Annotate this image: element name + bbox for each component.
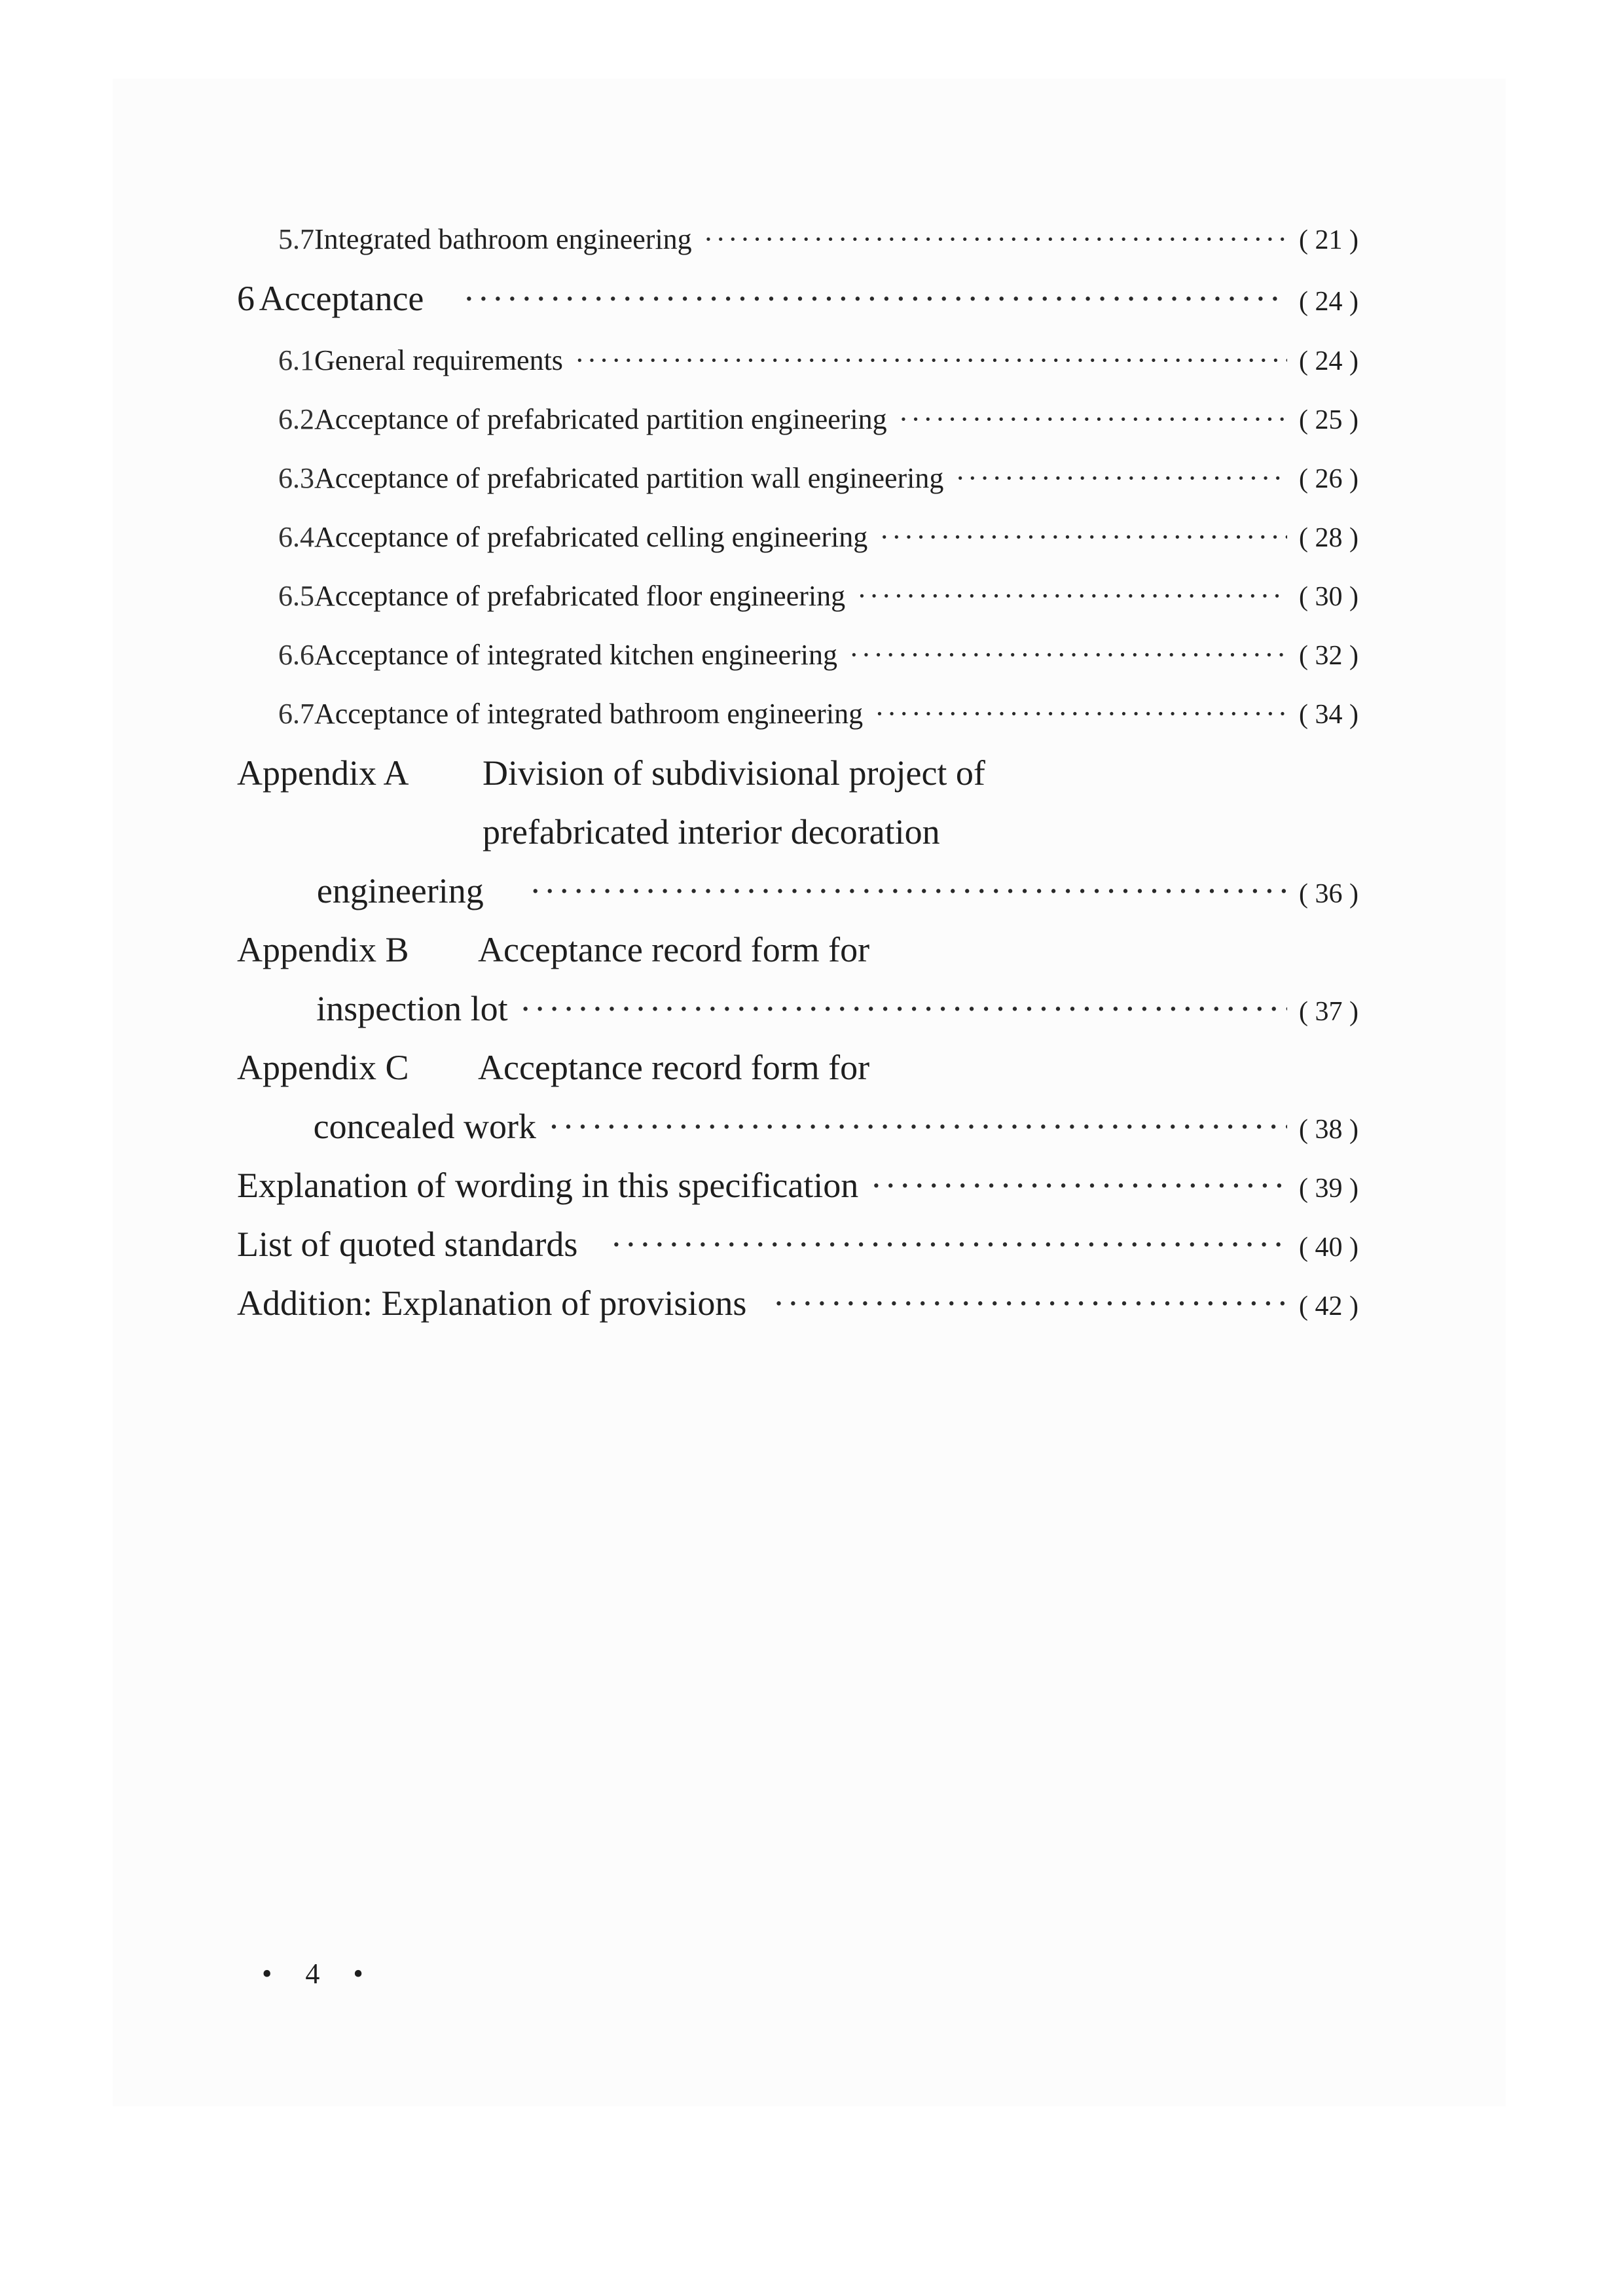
dot-leader <box>899 403 1287 436</box>
dot-leader <box>879 520 1287 554</box>
toc-entry-page: ( 25 ) <box>1299 405 1359 435</box>
toc-entry-number: 5.7 <box>278 223 314 255</box>
toc-entry-page: ( 36 ) <box>1299 879 1359 909</box>
toc-entry-title: Acceptance of prefabricated partition wall engineering <box>314 462 944 494</box>
toc-entry-page: ( 28 ) <box>1299 523 1359 553</box>
toc-entry-number: 6.6 <box>278 639 314 671</box>
toc-entry-6[interactable] <box>237 278 1359 319</box>
toc-appendix-b-line-2[interactable] <box>237 988 1359 1029</box>
toc-entry-title: Acceptance of prefabricated floor engineering <box>314 580 846 612</box>
toc-entry-title: Addition: Explanation of provisions <box>237 1283 747 1323</box>
toc-entry-title: General requirements <box>314 344 563 376</box>
appendix-title-line: engineering <box>316 871 484 910</box>
toc-entry-number: 6.7 <box>278 698 314 730</box>
toc-explanation-of-wording[interactable] <box>237 1165 1359 1206</box>
toc-entry-title: Integrated bathroom engineering <box>314 223 692 255</box>
appendix-label: Appendix A <box>237 753 409 793</box>
dot-leader <box>875 697 1287 730</box>
toc-appendix-a-line-1[interactable] <box>237 753 1359 793</box>
dot-leader <box>704 223 1287 256</box>
appendix-title-line: inspection lot <box>316 989 508 1028</box>
toc-entry-6-2[interactable] <box>278 403 1359 436</box>
dot-leader <box>849 638 1287 672</box>
toc-entry-6-1[interactable] <box>278 344 1359 377</box>
toc-entry-6-7[interactable] <box>278 697 1359 730</box>
toc-entry-page: ( 40 ) <box>1299 1232 1359 1263</box>
toc-entry-page: ( 30 ) <box>1299 582 1359 612</box>
dot-leader <box>463 278 1287 319</box>
toc-entry-title: Acceptance <box>259 279 424 318</box>
toc-entry-page: ( 26 ) <box>1299 464 1359 494</box>
toc-appendix-c-line-1[interactable] <box>237 1047 1359 1088</box>
toc-appendix-a-line-2[interactable] <box>237 812 1359 852</box>
dot-leader <box>530 870 1287 911</box>
toc-entry-number: 6.4 <box>278 521 314 553</box>
toc-entry-page: ( 42 ) <box>1299 1291 1359 1321</box>
appendix-title-line: prefabricated interior decoration <box>483 812 940 852</box>
appendix-title-line: Division of subdivisional project of <box>483 753 985 793</box>
toc-addition-explanation[interactable] <box>237 1283 1359 1323</box>
dot-leader <box>955 461 1287 495</box>
toc-entry-page: ( 32 ) <box>1299 641 1359 671</box>
toc-entry-page: ( 24 ) <box>1299 346 1359 376</box>
dot-leader <box>870 1165 1287 1206</box>
toc-entry-5-7[interactable] <box>278 223 1359 256</box>
toc-entry-page: ( 38 ) <box>1299 1115 1359 1145</box>
dot-leader <box>857 579 1287 613</box>
dot-leader <box>610 1224 1287 1265</box>
toc-entry-page: ( 37 ) <box>1299 997 1359 1027</box>
toc-entry-title: Explanation of wording in this specification <box>237 1166 859 1205</box>
toc-appendix-a-line-3[interactable] <box>237 870 1359 911</box>
toc-entry-number: 6.1 <box>278 344 314 376</box>
toc-entry-6-4[interactable] <box>278 520 1359 554</box>
toc-entry-number: 6.5 <box>278 580 314 612</box>
dot-leader <box>548 1106 1287 1147</box>
toc-appendix-c-line-2[interactable] <box>237 1106 1359 1147</box>
dot-leader <box>520 988 1287 1029</box>
toc-list-of-quoted-standards[interactable] <box>237 1224 1359 1265</box>
appendix-title-line: concealed work <box>313 1107 536 1146</box>
appendix-label: Appendix B <box>237 930 409 969</box>
toc-entry-page: ( 34 ) <box>1299 700 1359 730</box>
dot-leader <box>773 1283 1287 1323</box>
toc-entry-6-3[interactable] <box>278 461 1359 495</box>
toc-entry-number: 6.3 <box>278 462 314 494</box>
toc-entry-title: Acceptance of prefabricated partition engineering <box>314 403 887 435</box>
dot-leader <box>575 344 1287 377</box>
toc-entry-title: List of quoted standards <box>237 1225 578 1264</box>
toc-entry-title: Acceptance of integrated kitchen engineering <box>314 639 837 671</box>
toc-entry-page: ( 24 ) <box>1299 287 1359 317</box>
appendix-title-line: Acceptance record form for <box>478 1048 870 1087</box>
toc-entry-number: 6.2 <box>278 403 314 435</box>
toc-appendix-b-line-1[interactable] <box>237 929 1359 970</box>
toc-entry-page: ( 39 ) <box>1299 1174 1359 1204</box>
toc-entry-number: 6 <box>237 279 255 318</box>
appendix-label: Appendix C <box>237 1048 409 1087</box>
toc-entry-page: ( 21 ) <box>1299 225 1359 255</box>
toc-entry-6-6[interactable] <box>278 638 1359 672</box>
toc-entry-title: Acceptance of integrated bathroom engineering <box>314 698 864 730</box>
toc-entry-title: Acceptance of prefabricated celling engineering <box>314 521 868 553</box>
appendix-title-line: Acceptance record form for <box>478 930 870 969</box>
page-number: • 4 • <box>262 1958 376 1990</box>
toc-entry-6-5[interactable] <box>278 579 1359 613</box>
